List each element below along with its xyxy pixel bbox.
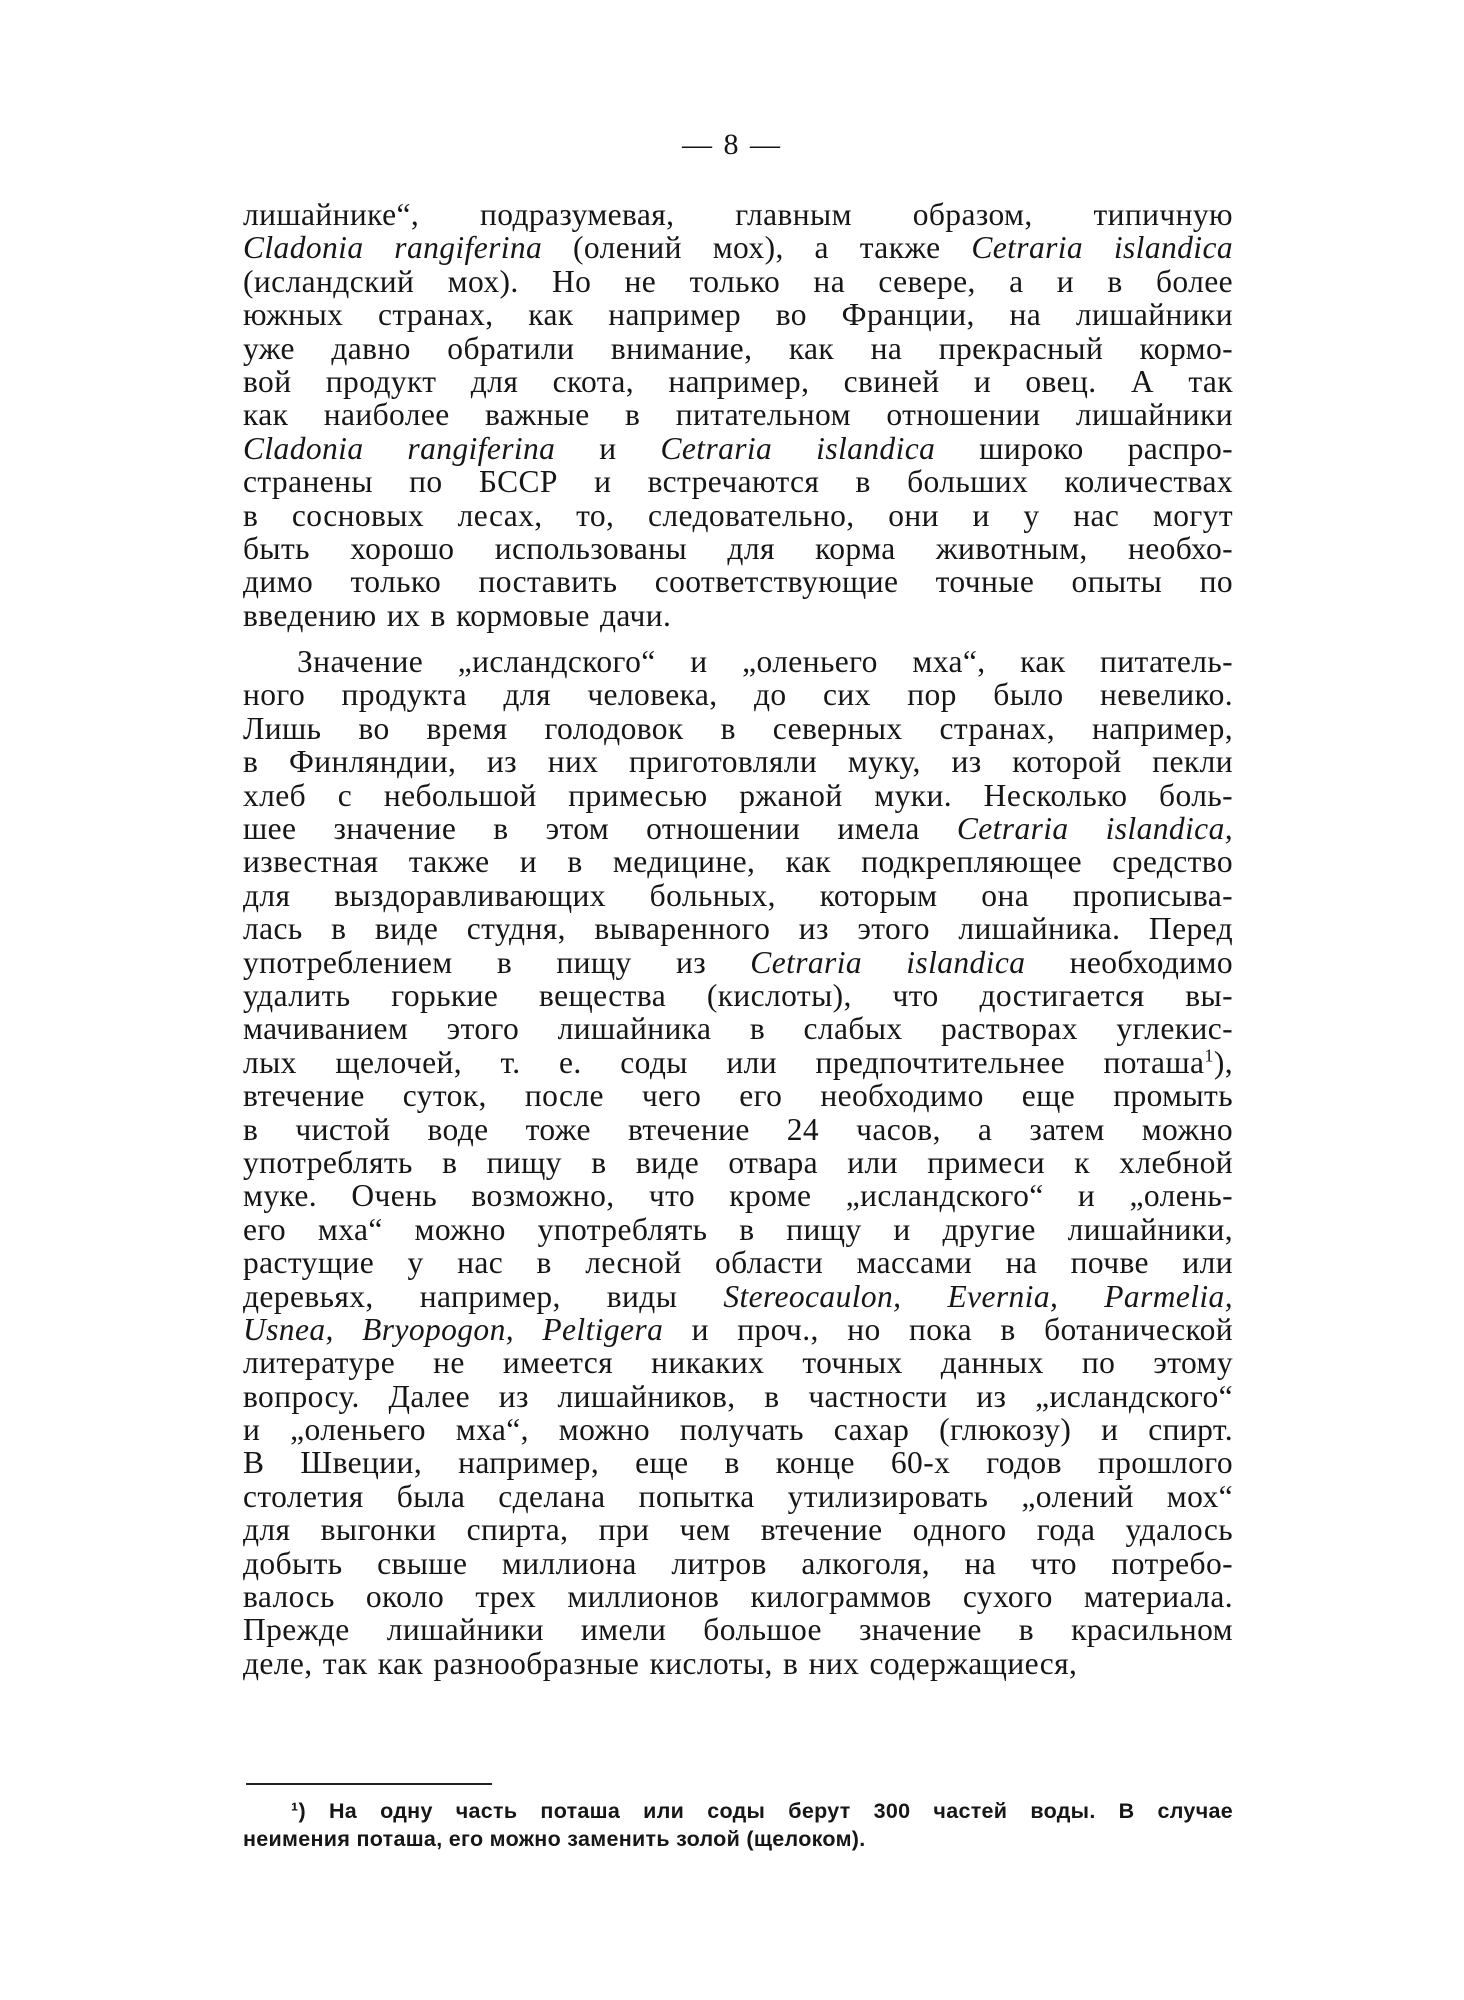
text-run: его мха“ можно употреблять в пищу и другие лишайники,	[243, 1211, 1233, 1247]
text-line	[243, 465, 1233, 498]
text-line	[243, 499, 1233, 532]
text-run: растущие у нас в лесной области массами на почве или	[243, 1245, 1233, 1281]
text-line	[243, 1179, 1233, 1212]
text-line	[243, 845, 1233, 878]
text-run: быть хорошо использованы для корма животным, необхо-	[243, 530, 1233, 566]
text-line	[243, 812, 1233, 845]
footnote-marker: 1	[1204, 1045, 1214, 1066]
text-line	[243, 565, 1233, 598]
italic-term: Stereocaulon, Evernia, Parmelia,	[723, 1278, 1233, 1314]
text-line	[243, 398, 1233, 431]
text-run: (олений мох), а также	[542, 230, 972, 266]
text-line	[243, 1613, 1233, 1646]
text-run: употреблять в пищу в виде отвара или примеси к хлебной	[243, 1144, 1233, 1180]
text-run: мачиванием этого лишайника в слабых растворах углекис-	[243, 1011, 1233, 1047]
text-run: В Швеции, например, еще в конце 60-х годов прошлого	[243, 1445, 1233, 1481]
text-line	[243, 1346, 1233, 1379]
italic-term: Cetraria islandica	[660, 430, 936, 466]
text-run: как наиболее важные в питательном отношении лишайники	[243, 397, 1233, 433]
italic-term: Usnea, Bryopogon, Peltigera	[243, 1311, 664, 1347]
text-run: и	[555, 430, 661, 466]
text-line	[243, 599, 1233, 632]
italic-term: Cetraria islandica	[750, 944, 1026, 980]
text-line	[243, 332, 1233, 365]
text-run: шее значение в этом отношении имела	[243, 811, 957, 847]
text-line	[243, 1380, 1233, 1413]
text-run: широко распро-	[935, 430, 1233, 466]
text-run: и проч., но пока в ботанической	[663, 1311, 1233, 1347]
text-run: хлеб с небольшой примесью ржаной муки. Несколько боль-	[243, 777, 1233, 813]
italic-term: Cetraria islandica	[971, 230, 1233, 266]
text-line	[243, 912, 1233, 945]
page-number: — 8 —	[682, 128, 782, 161]
text-run: южных странах, как например во Франции, на лишайники	[243, 297, 1233, 333]
text-line	[243, 198, 1233, 231]
text-line	[243, 298, 1233, 331]
text-run: Прежде лишайники имели большое значение в красильном	[243, 1612, 1233, 1648]
text-line	[243, 365, 1233, 398]
text-run: Значение „исландского“ и „оленьего мха“, как питатель-	[297, 644, 1233, 680]
text-line	[243, 1012, 1233, 1045]
text-line	[243, 1113, 1233, 1146]
footnote	[243, 1797, 1233, 1853]
text-line	[243, 1547, 1233, 1580]
text-run: в сосновых лесах, то, следовательно, они и у нас могут	[243, 497, 1233, 533]
text-run: валось около трех миллионов килограммов сухого материала.	[243, 1579, 1233, 1615]
text-line	[243, 1046, 1233, 1079]
text-line	[243, 1580, 1233, 1613]
text-line	[243, 532, 1233, 565]
italic-term: Cladonia rangiferina	[243, 230, 543, 266]
text-line	[243, 745, 1233, 778]
text-line	[243, 979, 1233, 1012]
text-line	[243, 645, 1233, 678]
text-line	[243, 1213, 1233, 1246]
text-line	[243, 1413, 1233, 1446]
text-line	[243, 1146, 1233, 1179]
text-run: лась в виде студня, вываренного из этого лишайника. Перед	[243, 911, 1233, 947]
text-run: деревьях, например, виды	[243, 1278, 724, 1314]
text-run: известная также и в медицине, как подкрепляющее средство	[243, 844, 1233, 880]
text-run: литературе не имеется никаких точных данных по этому	[243, 1345, 1233, 1381]
text-run: вопросу. Далее из лишайников, в частности из „исландского“	[243, 1378, 1233, 1414]
text-run: лишайнике“, подразумевая, главным образом, типичную	[243, 197, 1233, 232]
text-line	[243, 1280, 1233, 1313]
text-line	[243, 265, 1233, 298]
text-run: Лишь во время голодовок в северных странах, например,	[243, 710, 1233, 746]
text-line	[243, 1079, 1233, 1112]
text-run: вой продукт для скота, например, свиней и овец. А так	[243, 363, 1233, 399]
text-run: введению их в кормовые дачи.	[243, 597, 672, 633]
text-run: уже давно обратили внимание, как на прекрасный кормо-	[243, 330, 1233, 366]
text-line	[243, 1313, 1233, 1346]
text-line	[243, 712, 1233, 745]
text-run: ного продукта для человека, до сих пор было невелико.	[243, 677, 1233, 713]
text-run: употреблением в пищу из	[243, 944, 751, 980]
text-run: добыть свыше миллиона литров алкоголя, на что потребо-	[243, 1545, 1233, 1581]
text-run: димо только поставить соответствующие точные опыты по	[243, 564, 1233, 600]
text-line	[243, 1480, 1233, 1513]
italic-term: Cetraria islandica,	[956, 811, 1233, 847]
text-run: удалить горькие вещества (кислоты), что достигается вы-	[243, 977, 1233, 1013]
text-run: деле, так как разнообразные кислоты, в них содержащиеся,	[243, 1645, 1078, 1681]
text-line	[243, 1246, 1233, 1279]
text-line	[243, 1513, 1233, 1546]
text-run: столетия была сделана попытка утилизировать „олений мох“	[243, 1478, 1233, 1514]
text-line	[243, 1446, 1233, 1479]
text-run: и „оленьего мха“, можно получать сахар (глюкозу) и спирт.	[243, 1412, 1233, 1448]
text-run: в чистой воде тоже втечение 24 часов, а затем можно	[243, 1111, 1233, 1147]
text-run: (исландский мох). Но не только на севере, а и в более	[243, 263, 1233, 299]
text-run: для выгонки спирта, при чем втечение одного года удалось	[243, 1512, 1233, 1548]
text-run: для выздоравливающих больных, которым она прописыва-	[243, 877, 1233, 913]
text-run: ),	[1213, 1044, 1233, 1080]
main-text	[243, 198, 1233, 1680]
text-line	[243, 879, 1233, 912]
text-run: лых щелочей, т. е. соды или предпочтительнее поташа	[243, 1044, 1205, 1080]
text-line	[243, 1647, 1233, 1680]
text-run: муке. Очень возможно, что кроме „исландского“ и „олень-	[243, 1178, 1233, 1214]
footnote-line: ¹) На одну часть поташа или соды берут 300 частей воды. В случае	[291, 1799, 1233, 1823]
text-run: необходимо	[1025, 944, 1233, 980]
footnote-line: неимения поташа, его можно заменить золой (щелоком).	[243, 1827, 866, 1851]
text-line	[243, 432, 1233, 465]
footnote-divider	[246, 1783, 492, 1785]
text-line	[243, 678, 1233, 711]
text-line	[243, 946, 1233, 979]
text-run: втечение суток, после чего его необходимо еще промыть	[243, 1078, 1233, 1114]
text-run: странены по БССР и встречаются в больших количествах	[243, 464, 1233, 500]
italic-term: Cladonia rangiferina	[243, 430, 556, 466]
text-run: в Финляндии, из них приготовляли муку, из которой пекли	[243, 744, 1233, 780]
text-line	[243, 779, 1233, 812]
text-line	[243, 231, 1233, 264]
